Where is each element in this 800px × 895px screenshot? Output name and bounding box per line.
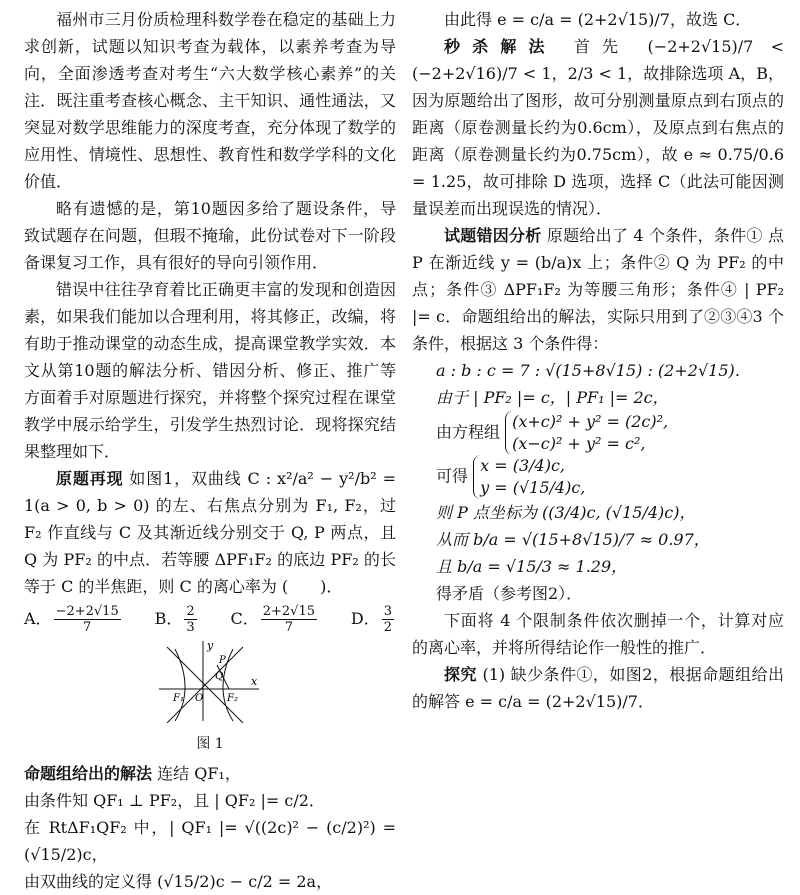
error-analysis [412,222,784,357]
label-y: y [207,639,214,652]
solution-y: y = (√15/4)c, [480,478,586,497]
ratio-result-1: 从而 b/a = √(15+8√15)/7 ≈ 0.97， [436,530,710,549]
option-d: D． $\frac{3}{2}$ [350,604,392,635]
problem-heading: 原题再现 [56,469,124,488]
label-p: P [219,655,226,666]
exploration [412,661,784,715]
point-p-coords: 则 P 点坐标为 ((3/4)c, (√15/4)c)， [436,503,696,522]
method-paragraph: 错误中往往孕育着比正确更丰富的发现和创造因素，如果我们能加以合理利用，将其修正，改编，将有助于推动课堂的动态生成，提高课堂教学实效．本文从第10题的解法分析、错因分析、修正、推广等方面着手对原题进行探究，并将整个探究过程在课堂教学中展示给学生，引发学生热烈讨论．现将探究结果整理如下． [24,280,396,461]
solution-system-lead: 可得 [436,466,469,486]
official-solution [24,760,396,787]
label-x: x [251,675,258,688]
label-q: Q [215,671,224,682]
label-f1: F₁ [173,693,184,704]
official-solution-step1: 连结 QF₁， [157,764,241,783]
solution-system [412,455,784,499]
ratio-equation: a : b : c = 7 : √(15+8√15) : (2+2√15)． [436,361,751,380]
official-solution-heading: 命题组给出的解法 [24,764,153,783]
quick-solution-text: 首先 (−2+2√15)/7 < (−2+2√16)/7 < 1，2/3 < 1，故排除选项 A，B，因为原题给出了图形，故可分别测量原点到右顶点的距离（原卷测量长约为0.6cm），及原点到右焦点的距离（原卷测量长约为0.75cm），故 e ≈ 0.75/0.6 = 1.25，故可排除 D 选项，选择 C（此法可能因测量误差而出现误选的情况）． [412,37,784,218]
figure-1-caption: 图 1 [196,736,224,752]
answer-options [24,604,396,635]
equation-system-lead: 由方程组 [436,422,501,442]
problem-text: 如图1，双曲线 C : x²/a² − y²/b² = 1(a > 0, b > 0) 的左、右焦点分别为 F₁, F₂，过 F₂ 作直线与 C 及其渐近线分别交于 Q, P 两点，且 Q 为 PF₂ 的中点．若等腰 ΔPF₁F₂ 的底边 PF₂ 的长等于 C 的半焦距，则 C 的离心率为 ( )． [24,469,396,596]
option-b: B． $\frac{2}{3}$ [154,604,195,635]
official-solution-conclusion: 由此得 e = c/a = (2+2√15)/7，故选 C． [444,10,752,29]
option-c: C． $\frac{2+2√15}{7}$ [230,604,315,635]
quick-solution [412,33,784,222]
exploration-text: (1) 缺少条件①，如图2，根据命题组给出的解答 e = c/a = (2+2√15)/7． [412,665,784,711]
equation-line-1: (x+c)² + y² = (2c)², [512,412,669,431]
official-solution-step2: 由条件知 QF₁ ⊥ PF₂，且 | QF₂ |= c/2． [24,791,325,810]
contradiction-note: 得矛盾（参考图2）． [436,584,583,603]
solution-x: x = (3/4)c, [480,456,565,475]
equation-system-brace [505,411,668,455]
exploration-heading: 探究 [444,665,477,684]
hyperbola-diagram [155,637,265,723]
error-analysis-text: 原题给出了 4 个条件，条件① 点 P 在渐近线 y = (b/a)x 上；条件② Q 为 PF₂ 的中点；条件③ ΔPF₁F₂ 为等腰三角形；条件④ | PF₂ |= c．命题组给出的解法，实际只用到了②③④3 个条件，根据这 3 个条件得： [412,226,784,353]
figure-1 [24,637,396,758]
label-o: O [195,693,204,704]
equation-line-2: (x−c)² + y² = c², [512,434,646,453]
next-steps-paragraph: 下面将 4 个限制条件依次删掉一个，计算对应的离心率，并将所得结论作一般性的推广． [412,611,784,657]
right-column [412,6,784,715]
ratio-result-2: 且 b/a = √15/3 ≈ 1.29， [436,557,628,576]
focal-distances: 由于 | PF₂ |= c，| PF₁ |= 2c， [436,388,669,407]
equation-system [412,411,784,455]
regret-paragraph: 略有遗憾的是，第10题因多给了题设条件，导致试题存在问题，但瑕不掩瑜，此份试卷对下一阶段备课复习工作，具有很好的导向引领作用． [24,199,396,272]
solution-system-brace [473,455,585,499]
option-a: A． $\frac{-2+2√15}{7}$ [24,604,119,635]
label-f2: F₂ [227,693,238,704]
official-solution-step3: 在 RtΔF₁QF₂ 中，| QF₁ |= √((2c)² − (c/2)²) = (√15/2)c， [24,818,396,864]
quick-solution-heading: 秒杀解法 [444,37,557,56]
error-analysis-heading: 试题错因分析 [444,226,542,245]
left-column [24,6,396,895]
problem-statement [24,465,396,600]
official-solution-step4: 由双曲线的定义得 (√15/2)c − c/2 = 2a， [24,872,333,891]
intro-paragraph: 福州市三月份质检理科数学卷在稳定的基础上力求创新，试题以知识考查为载体，以素养考查为导向，全面渗透考查对考生“六大数学核心素养”的关注．既注重考查核心概念、主干知识、通性通法，又突显对数学思维能力的深度考查，充分体现了数学的应用性、情境性、思想性、教育性和数学学科的文化价值． [24,10,396,191]
